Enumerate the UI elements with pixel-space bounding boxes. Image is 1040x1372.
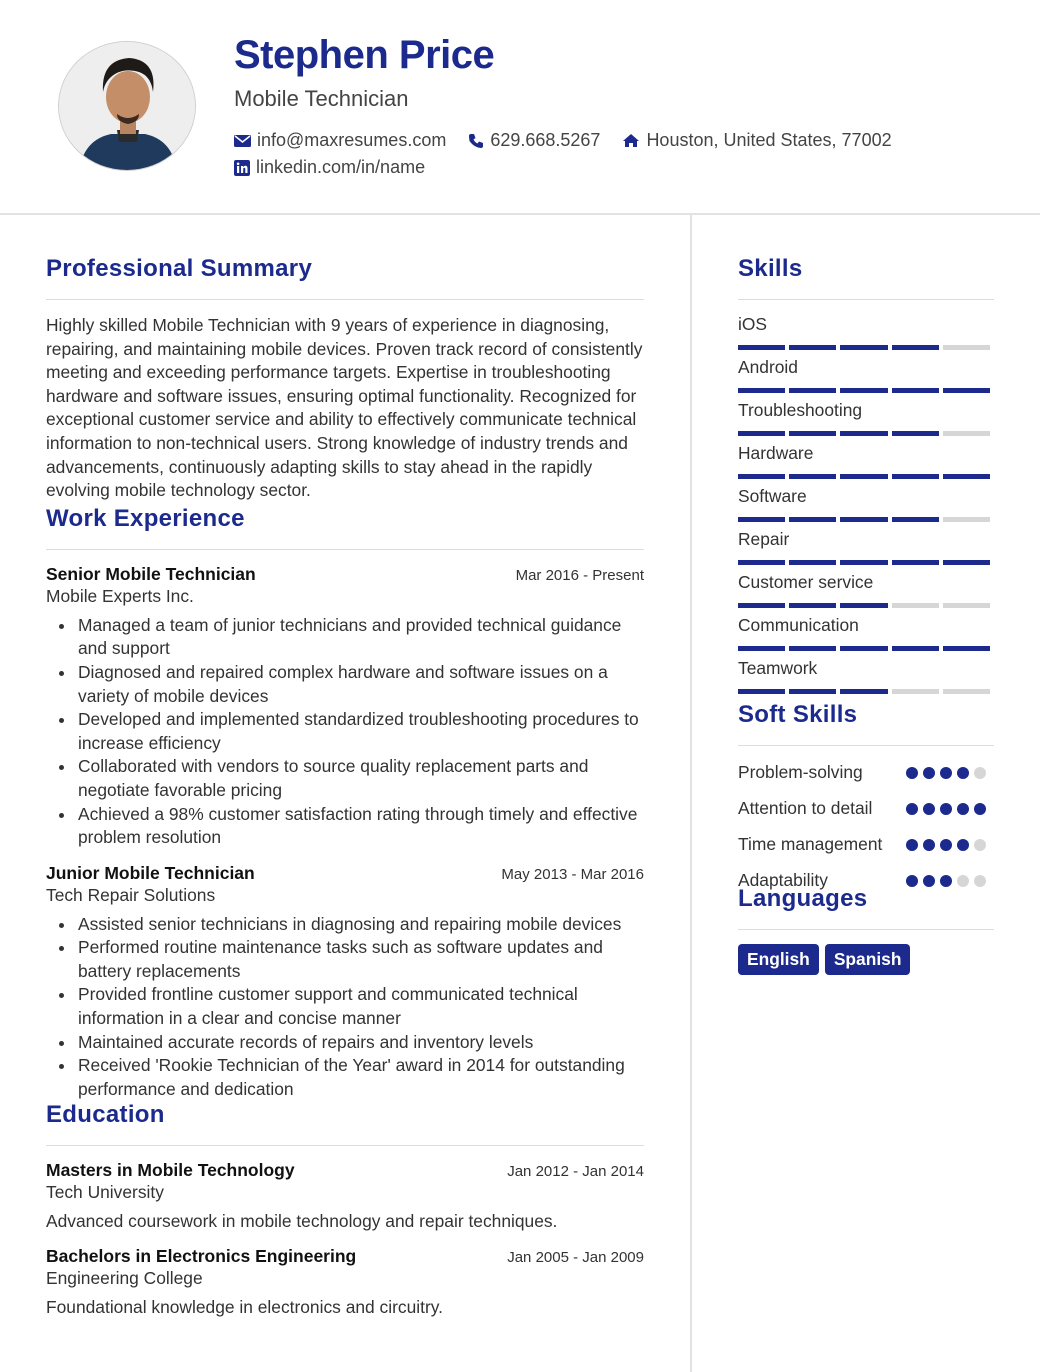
skill-name: Communication bbox=[738, 615, 859, 635]
skill-name: Software bbox=[738, 486, 807, 506]
skill-level-segment bbox=[789, 603, 836, 608]
soft-skill-rating bbox=[906, 868, 994, 899]
skill-level-segment bbox=[738, 345, 785, 350]
skill-level-segment bbox=[840, 560, 887, 565]
education-entry bbox=[46, 1246, 644, 1318]
skill-name: Teamwork bbox=[738, 658, 818, 678]
skill-level-segment bbox=[943, 560, 990, 565]
rating-dot bbox=[940, 767, 952, 779]
skill-level-segment bbox=[943, 603, 990, 608]
skill-level-segment bbox=[892, 646, 939, 651]
job-header bbox=[46, 863, 644, 884]
language-badge: English bbox=[738, 944, 819, 975]
skill-name: Troubleshooting bbox=[738, 400, 863, 420]
education-list bbox=[46, 1160, 644, 1318]
skill-level-segment bbox=[943, 431, 990, 436]
soft-skill-rating bbox=[906, 832, 994, 863]
education-description: Advanced coursework in mobile technology and repair techniques. bbox=[46, 1211, 558, 1232]
rating-dot bbox=[974, 803, 986, 815]
phone-text: 629.668.5267 bbox=[490, 130, 601, 150]
skill-name: Repair bbox=[738, 529, 790, 549]
soft-skill-item bbox=[738, 760, 994, 791]
skill-level-segment bbox=[789, 517, 836, 522]
job-entry bbox=[46, 863, 644, 1102]
section-title: Languages bbox=[738, 885, 994, 930]
skill-level-bar bbox=[738, 431, 994, 436]
professional-summary-section bbox=[46, 255, 644, 503]
job-bullet: Provided frontline customer support and communicated technical information in a clear and concise manner bbox=[46, 983, 644, 1030]
skill-level-segment bbox=[892, 431, 939, 436]
rating-dot bbox=[957, 875, 969, 887]
avatar bbox=[58, 41, 196, 171]
education-header bbox=[46, 1246, 644, 1267]
skill-level-segment bbox=[892, 560, 939, 565]
skill-item bbox=[738, 572, 994, 615]
skill-level-segment bbox=[943, 345, 990, 350]
skill-item bbox=[738, 529, 994, 572]
rating-dot bbox=[906, 767, 918, 779]
skill-level-segment bbox=[789, 345, 836, 350]
skills-section bbox=[738, 255, 994, 701]
education-section bbox=[46, 1101, 644, 1318]
job-bullets bbox=[46, 913, 644, 1102]
soft-skill-list bbox=[738, 760, 994, 899]
rating-dot bbox=[974, 839, 986, 851]
envelope-icon bbox=[234, 134, 251, 148]
work-experience-section bbox=[46, 505, 644, 1102]
section-title: Work Experience bbox=[46, 505, 644, 550]
job-company: Tech Repair Solutions bbox=[46, 884, 216, 905]
skill-level-segment bbox=[840, 345, 887, 350]
job-company: Mobile Experts Inc. bbox=[46, 585, 194, 606]
section-title: Skills bbox=[738, 255, 994, 300]
job-role: Senior Mobile Technician bbox=[46, 563, 256, 584]
soft-skill-name: Attention to detail bbox=[738, 798, 873, 818]
skill-level-bar bbox=[738, 474, 994, 479]
skill-level-segment bbox=[840, 517, 887, 522]
school: Engineering College bbox=[46, 1268, 203, 1289]
skill-name: Hardware bbox=[738, 443, 814, 463]
skill-level-segment bbox=[738, 517, 785, 522]
rating-dot bbox=[974, 875, 986, 887]
skill-list bbox=[738, 314, 994, 701]
rating-dot bbox=[906, 875, 918, 887]
skill-level-segment bbox=[943, 646, 990, 651]
phone-icon bbox=[468, 133, 484, 149]
summary-text: Highly skilled Mobile Technician with 9 years of experience in diagnosing, repairing, and maintaining mobile devices. Proven track record of consistently meeting and exceeding performance targets. Expertise in troubleshooting hardware and software issues, ensuring optimal functionality. Recognized for exceptional customer service and ability to effectively communicate technical information to non-technical users. Strong knowledge of industry trends and advancements, continuously adapting skills to stay ahead in the rapidly evolving mobile technology sector. bbox=[46, 315, 643, 501]
rating-dot bbox=[940, 839, 952, 851]
job-bullets bbox=[46, 614, 644, 850]
soft-skill-name: Adaptability bbox=[738, 870, 828, 890]
skill-level-segment bbox=[789, 388, 836, 393]
skill-name: Customer service bbox=[738, 572, 874, 592]
job-bullet: Received 'Rookie Technician of the Year' award in 2014 for outstanding performance and dedication bbox=[46, 1054, 644, 1101]
skill-level-bar bbox=[738, 388, 994, 393]
rating-dot bbox=[923, 767, 935, 779]
job-bullet: Maintained accurate records of repairs and inventory levels bbox=[46, 1031, 644, 1055]
skill-level-segment bbox=[892, 603, 939, 608]
location-text: Houston, United States, 77002 bbox=[646, 130, 892, 150]
email-text: info@maxresumes.com bbox=[257, 130, 447, 150]
skill-level-segment bbox=[738, 388, 785, 393]
skill-level-bar bbox=[738, 345, 994, 350]
job-bullet: Assisted senior technicians in diagnosing and repairing mobile devices bbox=[46, 913, 644, 937]
contact-row-2 bbox=[234, 157, 447, 178]
skill-level-segment bbox=[892, 388, 939, 393]
job-list bbox=[46, 564, 644, 1102]
skill-level-segment bbox=[943, 474, 990, 479]
skill-level-segment bbox=[892, 474, 939, 479]
rating-dot bbox=[957, 839, 969, 851]
rating-dot bbox=[957, 767, 969, 779]
skill-item bbox=[738, 615, 994, 658]
skill-level-segment bbox=[840, 388, 887, 393]
skill-level-segment bbox=[840, 474, 887, 479]
skill-level-segment bbox=[789, 689, 836, 694]
skill-level-segment bbox=[789, 646, 836, 651]
candidate-name: Stephen Price bbox=[234, 33, 495, 77]
rating-dot bbox=[923, 839, 935, 851]
language-badge: Spanish bbox=[825, 944, 911, 975]
resume-header bbox=[0, 0, 1040, 215]
rating-dot bbox=[940, 803, 952, 815]
skill-level-segment bbox=[789, 474, 836, 479]
linkedin-icon bbox=[234, 160, 250, 176]
skill-item bbox=[738, 658, 994, 701]
linkedin-text: linkedin.com/in/name bbox=[256, 157, 426, 177]
contact-email[interactable] bbox=[234, 130, 446, 151]
job-bullet: Collaborated with vendors to source quality replacement parts and negotiate favorable pricing bbox=[46, 755, 644, 802]
job-date: May 2013 - Mar 2016 bbox=[501, 865, 644, 883]
education-description: Foundational knowledge in electronics and circuitry. bbox=[46, 1297, 443, 1318]
skill-level-segment bbox=[738, 689, 785, 694]
rating-dot bbox=[940, 875, 952, 887]
contact-phone[interactable] bbox=[468, 130, 600, 151]
soft-skills-section bbox=[738, 701, 994, 899]
soft-skill-rating bbox=[906, 796, 994, 827]
job-entry bbox=[46, 564, 644, 850]
education-date: Jan 2005 - Jan 2009 bbox=[507, 1249, 644, 1267]
skill-level-bar bbox=[738, 603, 994, 608]
main-column bbox=[46, 255, 644, 1318]
contact-location bbox=[622, 130, 891, 151]
soft-skill-item bbox=[738, 796, 994, 827]
skill-level-segment bbox=[840, 646, 887, 651]
job-bullet: Managed a team of junior technicians and provided technical guidance and support bbox=[46, 614, 644, 661]
skill-item bbox=[738, 314, 994, 357]
skill-level-segment bbox=[738, 646, 785, 651]
job-header bbox=[46, 564, 644, 585]
education-date: Jan 2012 - Jan 2014 bbox=[507, 1163, 644, 1181]
profile-photo-icon bbox=[59, 42, 196, 171]
rating-dot bbox=[906, 839, 918, 851]
skill-level-segment bbox=[738, 560, 785, 565]
soft-skill-name: Problem-solving bbox=[738, 762, 863, 782]
skill-name: Android bbox=[738, 357, 798, 377]
language-list bbox=[738, 944, 994, 975]
soft-skill-name: Time management bbox=[738, 834, 883, 854]
skill-level-segment bbox=[943, 689, 990, 694]
candidate-title: Mobile Technician bbox=[234, 86, 409, 111]
skill-level-segment bbox=[892, 689, 939, 694]
job-role: Junior Mobile Technician bbox=[46, 862, 255, 883]
skill-level-segment bbox=[892, 517, 939, 522]
education-header bbox=[46, 1160, 644, 1181]
skill-level-segment bbox=[789, 431, 836, 436]
skill-level-bar bbox=[738, 646, 994, 651]
skill-level-segment bbox=[943, 388, 990, 393]
skill-level-segment bbox=[943, 517, 990, 522]
skill-name: iOS bbox=[738, 314, 767, 334]
home-icon bbox=[622, 133, 640, 148]
skill-level-bar bbox=[738, 517, 994, 522]
rating-dot bbox=[923, 803, 935, 815]
skill-level-segment bbox=[840, 689, 887, 694]
education-entry bbox=[46, 1160, 644, 1232]
rating-dot bbox=[957, 803, 969, 815]
soft-skill-rating bbox=[906, 760, 994, 791]
skill-item bbox=[738, 443, 994, 486]
section-title: Education bbox=[46, 1101, 644, 1146]
skill-level-segment bbox=[789, 560, 836, 565]
skill-level-segment bbox=[738, 474, 785, 479]
school: Tech University bbox=[46, 1182, 164, 1203]
skill-level-bar bbox=[738, 560, 994, 565]
section-title: Professional Summary bbox=[46, 255, 644, 300]
job-date: Mar 2016 - Present bbox=[515, 566, 644, 584]
section-title: Soft Skills bbox=[738, 701, 994, 746]
contact-row bbox=[234, 130, 914, 151]
skill-level-segment bbox=[738, 431, 785, 436]
sidebar-column bbox=[738, 255, 994, 975]
job-bullet: Performed routine maintenance tasks such as software updates and battery replacements bbox=[46, 936, 644, 983]
skill-item bbox=[738, 400, 994, 443]
degree: Masters in Mobile Technology bbox=[46, 1160, 295, 1181]
skill-level-segment bbox=[738, 603, 785, 608]
contact-linkedin[interactable] bbox=[234, 157, 425, 178]
column-divider bbox=[690, 215, 692, 1372]
skill-level-segment bbox=[840, 431, 887, 436]
job-bullet: Developed and implemented standardized troubleshooting procedures to increase efficiency bbox=[46, 708, 644, 755]
rating-dot bbox=[906, 803, 918, 815]
skill-item bbox=[738, 357, 994, 400]
skill-level-bar bbox=[738, 689, 994, 694]
rating-dot bbox=[923, 875, 935, 887]
job-bullet: Diagnosed and repaired complex hardware and software issues on a variety of mobile devices bbox=[46, 661, 644, 708]
job-bullet: Achieved a 98% customer satisfaction rating through timely and effective problem resolution bbox=[46, 803, 644, 850]
soft-skill-item bbox=[738, 832, 994, 863]
skill-item bbox=[738, 486, 994, 529]
degree: Bachelors in Electronics Engineering bbox=[46, 1246, 357, 1267]
rating-dot bbox=[974, 767, 986, 779]
skill-level-segment bbox=[892, 345, 939, 350]
skill-level-segment bbox=[840, 603, 887, 608]
